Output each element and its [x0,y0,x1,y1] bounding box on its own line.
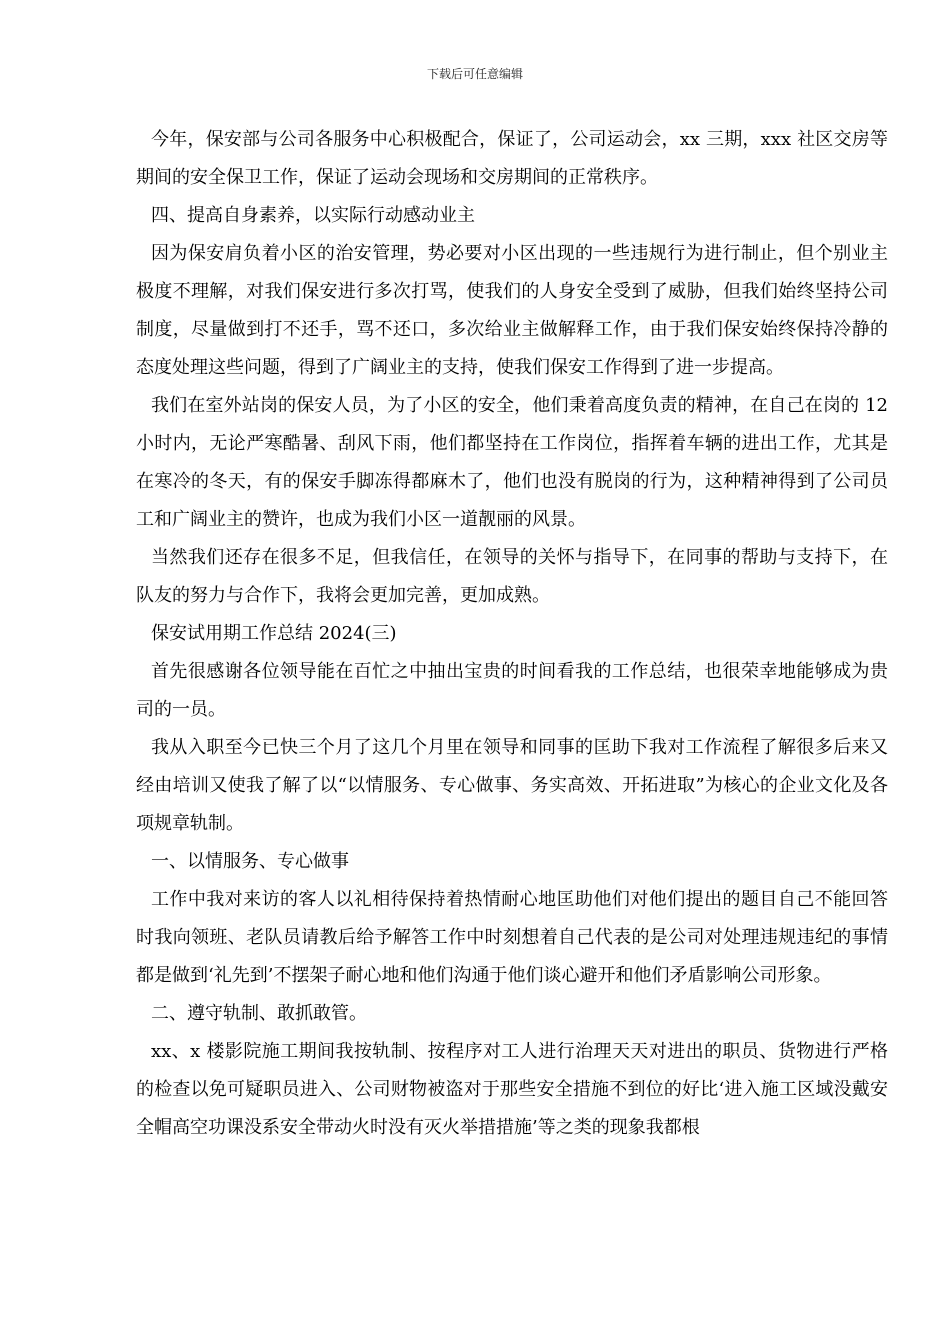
paragraph-2: 因为保安肩负着小区的治安管理，势必要对小区出现的一些违规行为进行制止，但个别业主极度不理解，对我们保安进行多次打骂，使我们的人身安全受到了威胁，但我们始终坚持公司制度，尽量做到打不还手，骂不还口，多次给业主做解释工作，由于我们保安始终保持冷静的态度处理这些问题，得到了广阔业主的支持，使我们保安工作得到了进一步提高。 [136,243,888,378]
paragraph-1: 今年，保安部与公司各服务中心积极配合，保证了，公司运动会，xx 三期，xxx 社区交房等期间的安全保卫工作，保证了运动会现场和交房期间的正常秩序。 [136,129,888,188]
page-header: 下载后可任意编辑 [426,67,523,81]
paragraph-5: 首先很感谢各位领导能在百忙之中抽出宝贵的时间看我的工作总结，也很荣幸地能够成为贵司的一员。 [136,661,888,720]
document-body [136,121,888,1147]
paragraph-8: xx、x 楼影院施工期间我按轨制、按程序对工人进行治理天天对进出的职员、货物进行严格的检查以免可疑职员进入、公司财物被盗对于那些安全措施不到位的好比‘进入施工区域没戴安全帽高空功课没系安全带动火时没有灭火举措措施’等之类的现象我都根 [136,1041,888,1138]
paragraph-4: 当然我们还存在很多不足，但我信任，在领导的关怀与指导下，在同事的帮助与支持下，在队友的努力与合作下，我将会更加完善，更加成熟。 [136,547,888,606]
paragraph-7: 工作中我对来访的客人以礼相待保持着热情耐心地匡助他们对他们提出的题目自己不能回答时我向领班、老队员请教后给予解答工作中时刻想着自己代表的是公司对处理违规违纪的事情都是做到‘礼先到’不摆架子耐心地和他们沟通于他们谈心避开和他们矛盾影响公司形象。 [136,889,888,986]
section-heading-1: 一、以情服务、专心做事 [151,851,349,872]
paragraph-3: 我们在室外站岗的保安人员，为了小区的安全，他们秉着高度负责的精神，在自己在岗的 12 小时内，无论严寒酷暑、刮风下雨，他们都坚持在工作岗位，指挥着车辆的进出工作，尤其是在寒冷的冬天，有的保安手脚冻得都麻木了，他们也没有脱岗的行为，这种精神得到了公司员工和广阔业主的赞许，也成为我们小区一道靓丽的风景。 [136,395,888,530]
document-title-3: 保安试用期工作总结 2024(三) [151,623,397,644]
section-heading-2: 二、遵守轨制、敢抓敢管。 [151,1003,367,1024]
paragraph-6: 我从入职至今已快三个月了这几个月里在领导和同事的匡助下我对工作流程了解很多后来又经由培训又使我了解了以“以情服务、专心做事、务实高效、开拓进取”为核心的企业文化及各项规章轨制。 [136,737,888,834]
section-heading-4: 四、提高自身素养，以实际行动感动业主 [151,205,475,226]
